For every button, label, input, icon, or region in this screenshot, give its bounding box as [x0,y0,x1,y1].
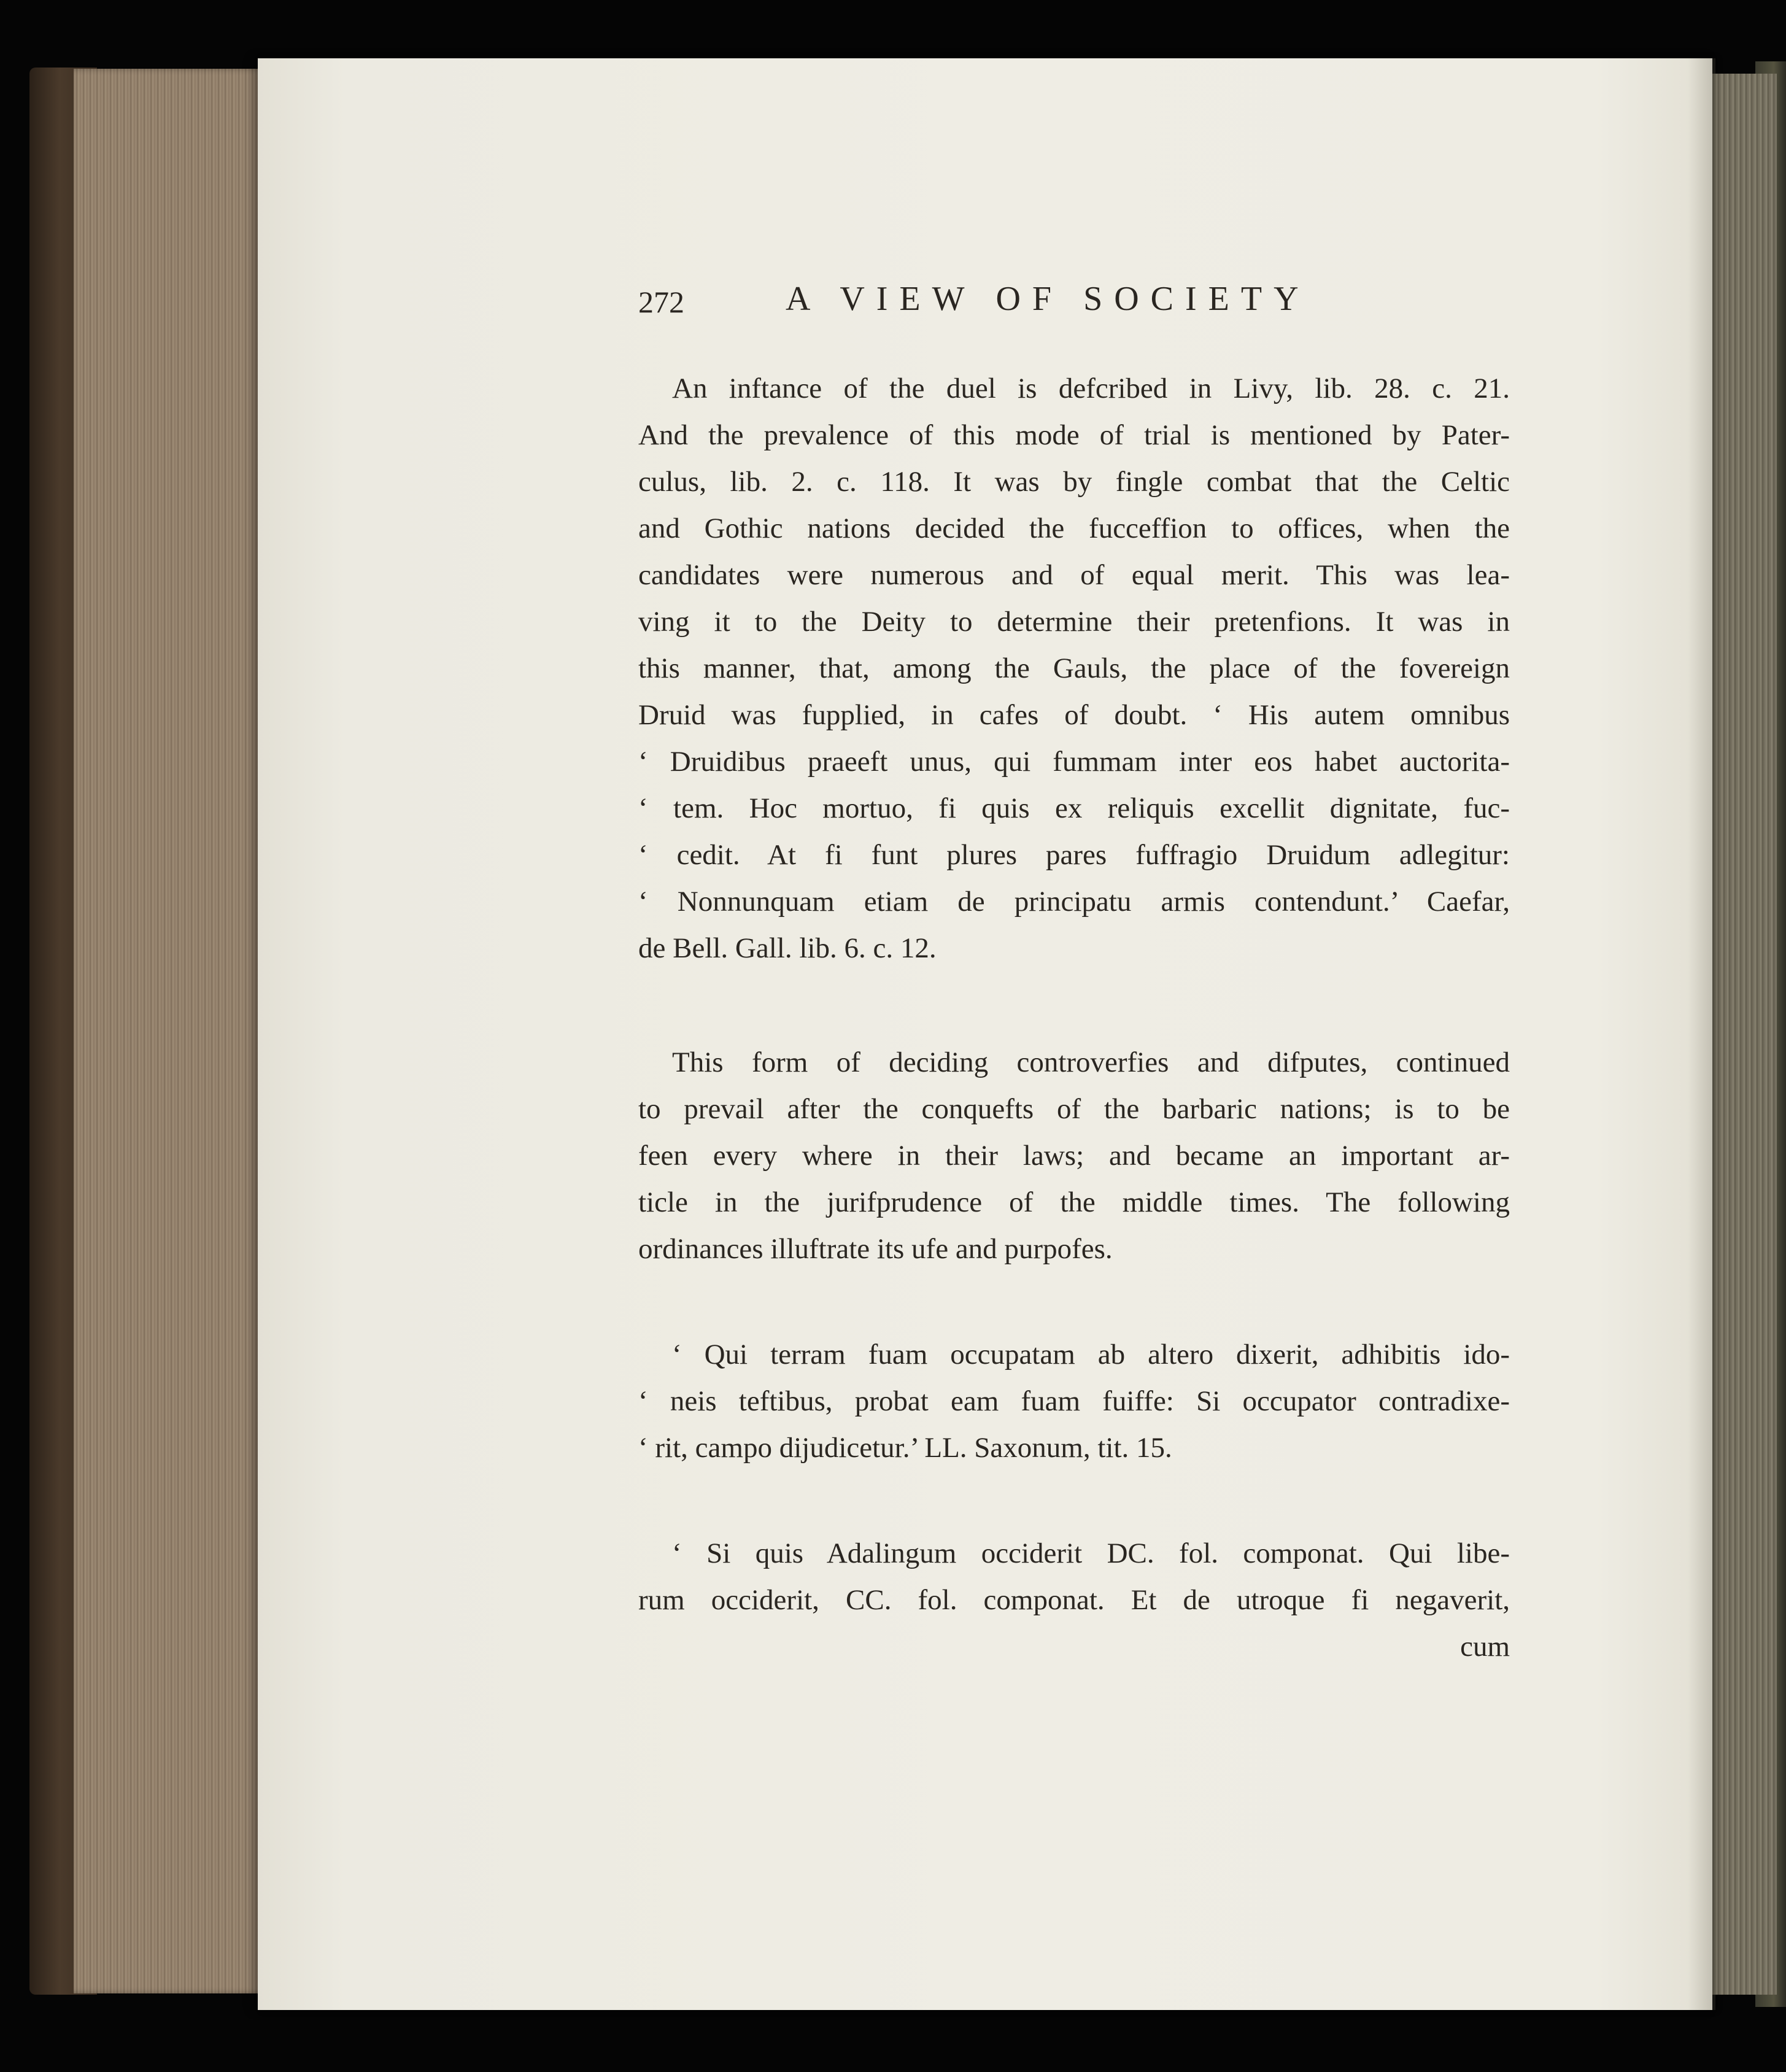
text-line: ticle in the jurifprudence of the middle times. The following [638,1186,1510,1218]
text-line: culus, lib. 2. c. 118. It was by fingle combat that the Celtic [638,466,1510,498]
text-line: ‘ cedit. At fi funt plures pares fuffragio Druidum adlegitur: [638,839,1510,871]
text-line: de Bell. Gall. lib. 6. c. 12. [638,932,937,964]
page-edges-left [74,69,264,1993]
running-header [638,279,1510,334]
text-line: ‘ rit, campo dijudicetur.’ LL. Saxonum, tit. 15. [638,1432,1172,1464]
text-line: An inftance of the duel is defcribed in Livy, lib. 28. c. 21. [672,373,1510,404]
text-line: and Gothic nations decided the fucceffion to offices, when the [638,512,1510,544]
text-line: to prevail after the conquefts of the barbaric nations; is to be [638,1093,1510,1125]
text-line: Druid was fupplied, in cafes of doubt. ‘ His autem omnibus [638,699,1510,731]
page-number: 272 [638,285,684,319]
text-line: ‘ neis teftibus, probat eam fuam fuiffe: Si occupator contradixe- [638,1385,1510,1417]
text-line: And the prevalence of this mode of trial is mentioned by Pater- [638,419,1510,451]
text-line: This form of deciding controverfies and difputes, continued [672,1046,1510,1078]
text-line: this manner, that, among the Gauls, the place of the fovereign [638,652,1510,684]
paragraph-duel [638,365,1510,972]
page-text-block [638,279,1510,1670]
text-line: ‘ Si quis Adalingum occiderit DC. fol. componat. Qui libe- [672,1537,1510,1569]
text-line: ‘ Qui terram fuam occupatam ab altero dixerit, adhibitis ido- [672,1339,1510,1370]
text-line: candidates were numerous and of equal merit. This was lea- [638,559,1510,591]
text-line: ‘ tem. Hoc mortuo, fi quis ex reliquis excellit dignitate, fuc- [638,792,1510,824]
quotation-saxon-law [638,1331,1510,1471]
text-line: rum occiderit, CC. fol. componat. Et de utroque fi negaverit, [638,1584,1510,1616]
page-gutter-shadow [1688,58,1715,2010]
text-line: ving it to the Deity to determine their pretenfions. It was in [638,606,1510,638]
page-edges-right [1709,74,1777,1995]
text-line: feen every where in their laws; and became an important ar- [638,1140,1510,1172]
catchword: cum [1460,1631,1510,1663]
running-title: A VIEW OF SOCIETY [786,280,1310,318]
text-line: ‘ Nonnunquam etiam de principatu armis contendunt.’ Caefar, [638,886,1510,918]
paragraph-controversies [638,1039,1510,1272]
quotation-adalingum [638,1530,1510,1670]
text-line: ordinances illuftrate its ufe and purpofes. [638,1233,1113,1265]
text-line: ‘ Druidibus praeeft unus, qui fummam inter eos habet auctorita- [638,746,1510,778]
